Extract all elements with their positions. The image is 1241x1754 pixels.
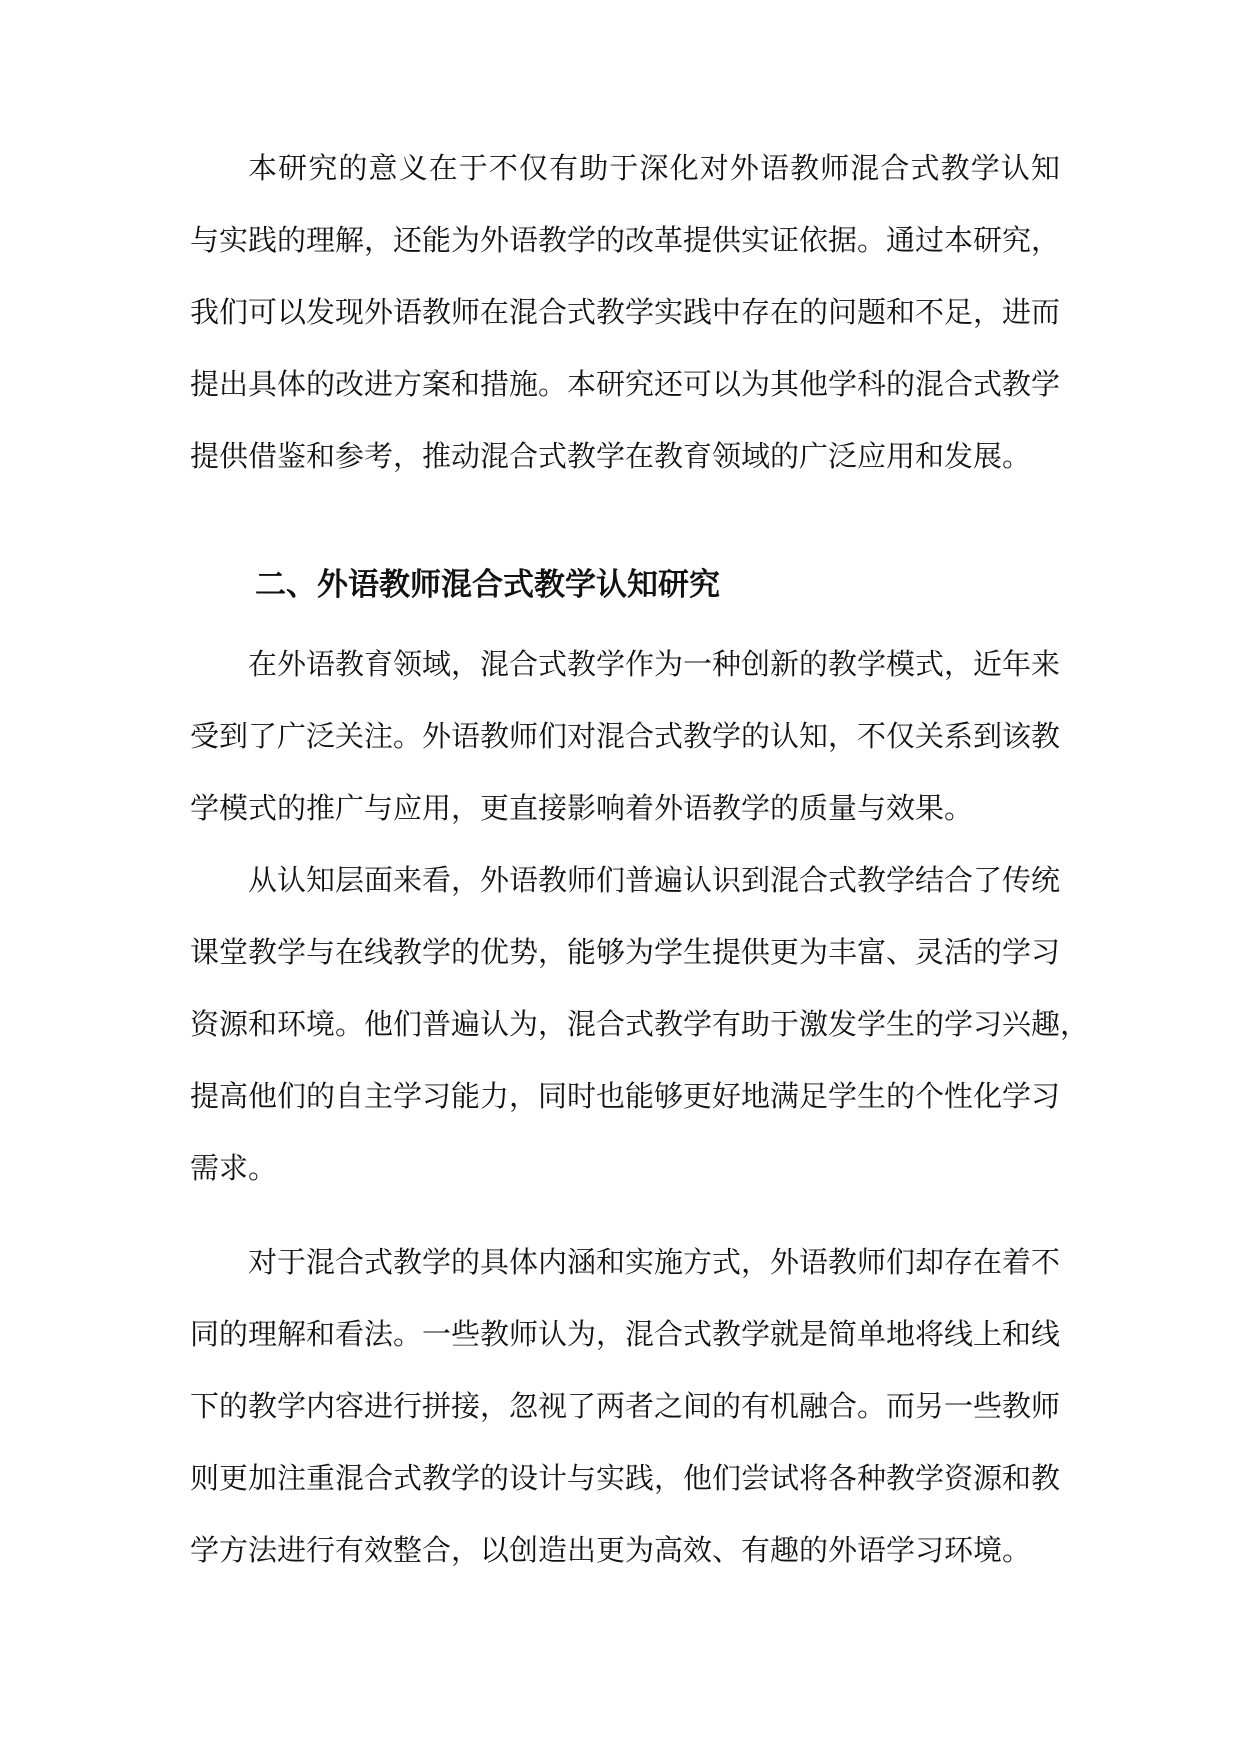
paragraph-line: 需求。 <box>190 1151 278 1185</box>
paragraph-line: 提高他们的自主学习能力，同时也能够更好地满足学生的个性化学习 <box>190 1079 1061 1113</box>
paragraph-line: 对于混合式教学的具体内涵和实施方式，外语教师们却存在着不 <box>248 1245 1061 1279</box>
paragraph-line: 与实践的理解，还能为外语教学的改革提供实证依据。通过本研究， <box>190 223 1061 257</box>
paragraph-line: 资源和环境。他们普遍认为，混合式教学有助于激发学生的学习兴趣， <box>190 1007 1090 1041</box>
paragraph-line: 我们可以发现外语教师在混合式教学实践中存在的问题和不足，进而 <box>190 295 1061 329</box>
paragraph-line: 本研究的意义在于不仅有助于深化对外语教师混合式教学认知 <box>248 151 1060 185</box>
paragraph-line: 则更加注重混合式教学的设计与实践，他们尝试将各种教学资源和教 <box>190 1461 1061 1495</box>
section-heading: 二、外语教师混合式教学认知研究 <box>255 567 720 603</box>
paragraph-line: 提供借鉴和参考，推动混合式教学在教育领域的广泛应用和发展。 <box>190 439 1032 473</box>
paragraph-line: 在外语教育领域，混合式教学作为一种创新的教学模式，近年来 <box>248 647 1061 681</box>
paragraph-line: 同的理解和看法。一些教师认为，混合式教学就是简单地将线上和线 <box>190 1317 1061 1351</box>
paragraph-line: 从认知层面来看，外语教师们普遍认识到混合式教学结合了传统 <box>248 863 1061 897</box>
paragraph-line: 课堂教学与在线教学的优势，能够为学生提供更为丰富、灵活的学习 <box>190 935 1061 969</box>
paragraph-line: 学模式的推广与应用，更直接影响着外语教学的质量与效果。 <box>190 791 974 825</box>
paragraph-line: 受到了广泛关注。外语教师们对混合式教学的认知，不仅关系到该教 <box>190 719 1061 753</box>
paragraph-line: 学方法进行有效整合，以创造出更为高效、有趣的外语学习环境。 <box>190 1533 1032 1567</box>
paragraph-line: 下的教学内容进行拼接，忽视了两者之间的有机融合。而另一些教师 <box>190 1389 1061 1423</box>
paragraph-line: 提出具体的改进方案和措施。本研究还可以为其他学科的混合式教学 <box>190 367 1061 401</box>
